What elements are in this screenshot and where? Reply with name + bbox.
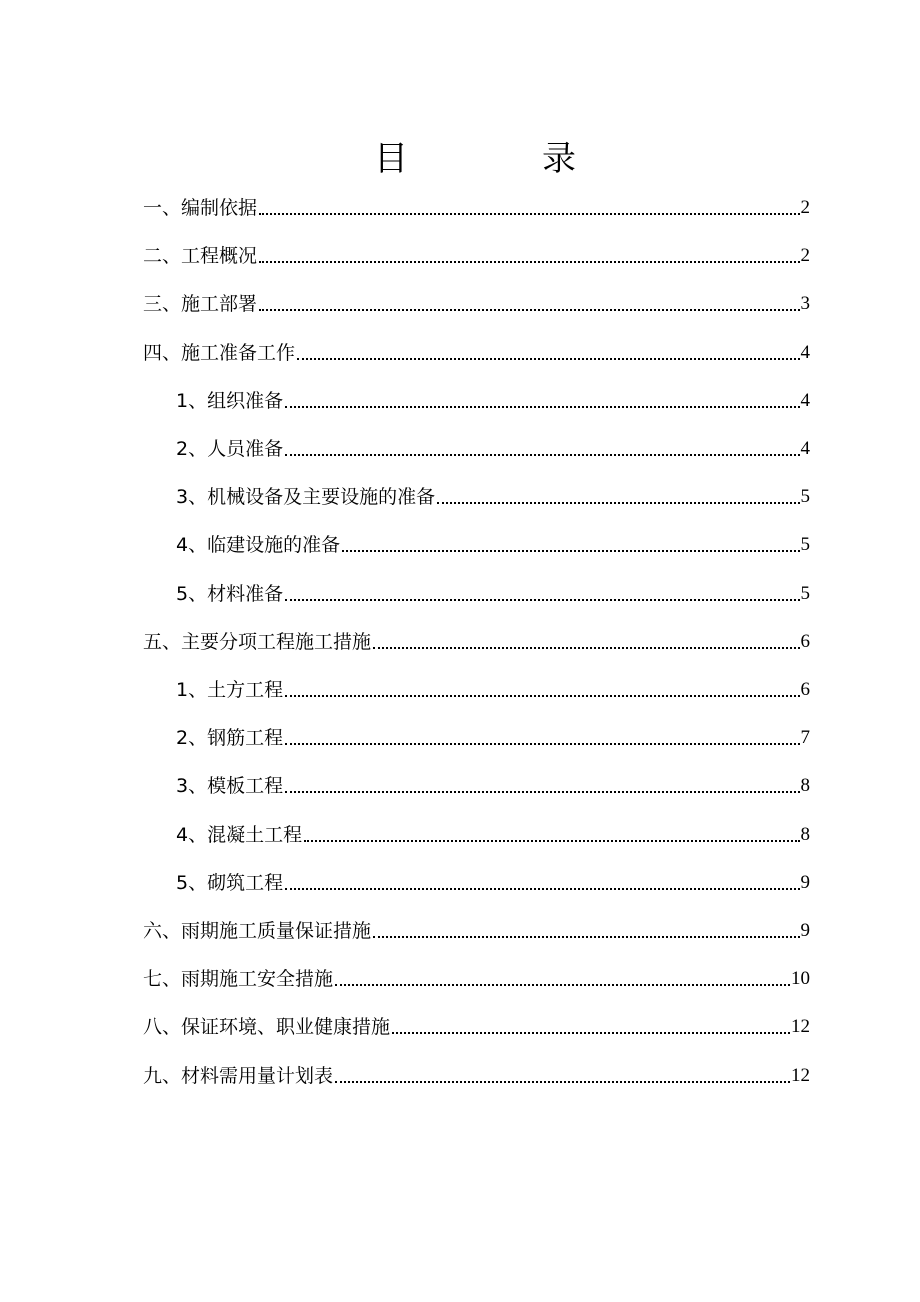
toc-dot-leader (259, 261, 800, 263)
toc-entry-label: 3、机械设备及主要设施的准备 (176, 479, 437, 515)
toc-entry-page-number: 4 (800, 383, 811, 419)
toc-entry[interactable] (0, 1009, 920, 1045)
toc-dot-leader (285, 406, 800, 408)
toc-entry-page-number: 5 (800, 576, 811, 612)
toc-title (0, 134, 920, 184)
toc-entry[interactable] (0, 383, 920, 419)
toc-dot-leader (259, 213, 800, 215)
toc-entry-label: 2、钢筋工程 (176, 720, 285, 756)
toc-entry-label: 六、雨期施工质量保证措施 (143, 913, 373, 949)
toc-dot-leader (297, 358, 800, 360)
toc-entry-label: 二、工程概况 (143, 238, 259, 274)
toc-entry-label: 五、主要分项工程施工措施 (143, 624, 373, 660)
toc-entry[interactable] (0, 624, 920, 660)
toc-entry[interactable] (0, 576, 920, 612)
toc-entry-label: 5、砌筑工程 (176, 865, 285, 901)
toc-entry[interactable] (0, 238, 920, 274)
toc-entry[interactable] (0, 190, 920, 226)
toc-entry-label: 一、编制依据 (143, 190, 259, 226)
toc-entry[interactable] (0, 817, 920, 853)
toc-entry-page-number: 4 (800, 431, 811, 467)
toc-dot-leader (285, 599, 800, 601)
toc-entry[interactable] (0, 768, 920, 804)
toc-dot-leader (285, 743, 800, 745)
toc-entry-page-number: 5 (800, 527, 811, 563)
toc-entry-label: 1、组织准备 (176, 383, 285, 419)
toc-entry-page-number: 2 (800, 238, 811, 274)
toc-entry-page-number: 5 (800, 479, 811, 515)
toc-entry[interactable] (0, 672, 920, 708)
toc-entry-label: 九、材料需用量计划表 (143, 1058, 335, 1094)
toc-dot-leader (335, 1081, 790, 1083)
toc-dot-leader (392, 1032, 790, 1034)
toc-dot-leader (373, 936, 800, 938)
toc-entry[interactable] (0, 335, 920, 371)
toc-entry-label: 4、临建设施的准备 (176, 527, 342, 563)
toc-entry-label: 1、土方工程 (176, 672, 285, 708)
toc-dot-leader (335, 984, 790, 986)
toc-dot-leader (285, 791, 800, 793)
toc-entry-page-number: 8 (800, 768, 811, 804)
toc-entry-label: 七、雨期施工安全措施 (143, 961, 335, 997)
toc-entry-page-number: 7 (800, 720, 811, 756)
toc-dot-leader (304, 840, 800, 842)
toc-entry-page-number: 12 (790, 1009, 810, 1045)
toc-dot-leader (285, 695, 800, 697)
toc-entry-page-number: 12 (790, 1058, 810, 1094)
toc-entry-page-number: 4 (800, 335, 811, 371)
toc-dot-leader (285, 454, 800, 456)
toc-entry-label: 八、保证环境、职业健康措施 (143, 1009, 392, 1045)
toc-entry-page-number: 6 (800, 672, 811, 708)
toc-entry[interactable] (0, 286, 920, 322)
toc-entry-label: 四、施工准备工作 (143, 335, 297, 371)
toc-entry[interactable] (0, 479, 920, 515)
toc-entry-label: 4、混凝土工程 (176, 817, 304, 853)
toc-entry-page-number: 8 (800, 817, 811, 853)
toc-entry[interactable] (0, 1058, 920, 1094)
toc-dot-leader (285, 888, 800, 890)
toc-entry-label: 5、材料准备 (176, 576, 285, 612)
toc-dot-leader (342, 550, 800, 552)
toc-entry-page-number: 3 (800, 286, 811, 322)
toc-entry-page-number: 2 (800, 190, 811, 226)
toc-entry[interactable] (0, 431, 920, 467)
toc-entry-label: 3、模板工程 (176, 768, 285, 804)
toc-dot-leader (373, 647, 800, 649)
toc-entry[interactable] (0, 720, 920, 756)
toc-entry-page-number: 9 (800, 913, 811, 949)
toc-entry-page-number: 10 (790, 961, 810, 997)
toc-title-char-2: 录 (542, 139, 576, 179)
toc-dot-leader (259, 309, 800, 311)
toc-entry[interactable] (0, 865, 920, 901)
toc-title-char-1: 目 (374, 139, 408, 179)
toc-dot-leader (437, 502, 800, 504)
toc-entry-page-number: 6 (800, 624, 811, 660)
toc-entry-label: 2、人员准备 (176, 431, 285, 467)
toc-entry-page-number: 9 (800, 865, 811, 901)
toc-entry[interactable] (0, 527, 920, 563)
toc-entry[interactable] (0, 961, 920, 997)
toc-entry-label: 三、施工部署 (143, 286, 259, 322)
toc-entry[interactable] (0, 913, 920, 949)
